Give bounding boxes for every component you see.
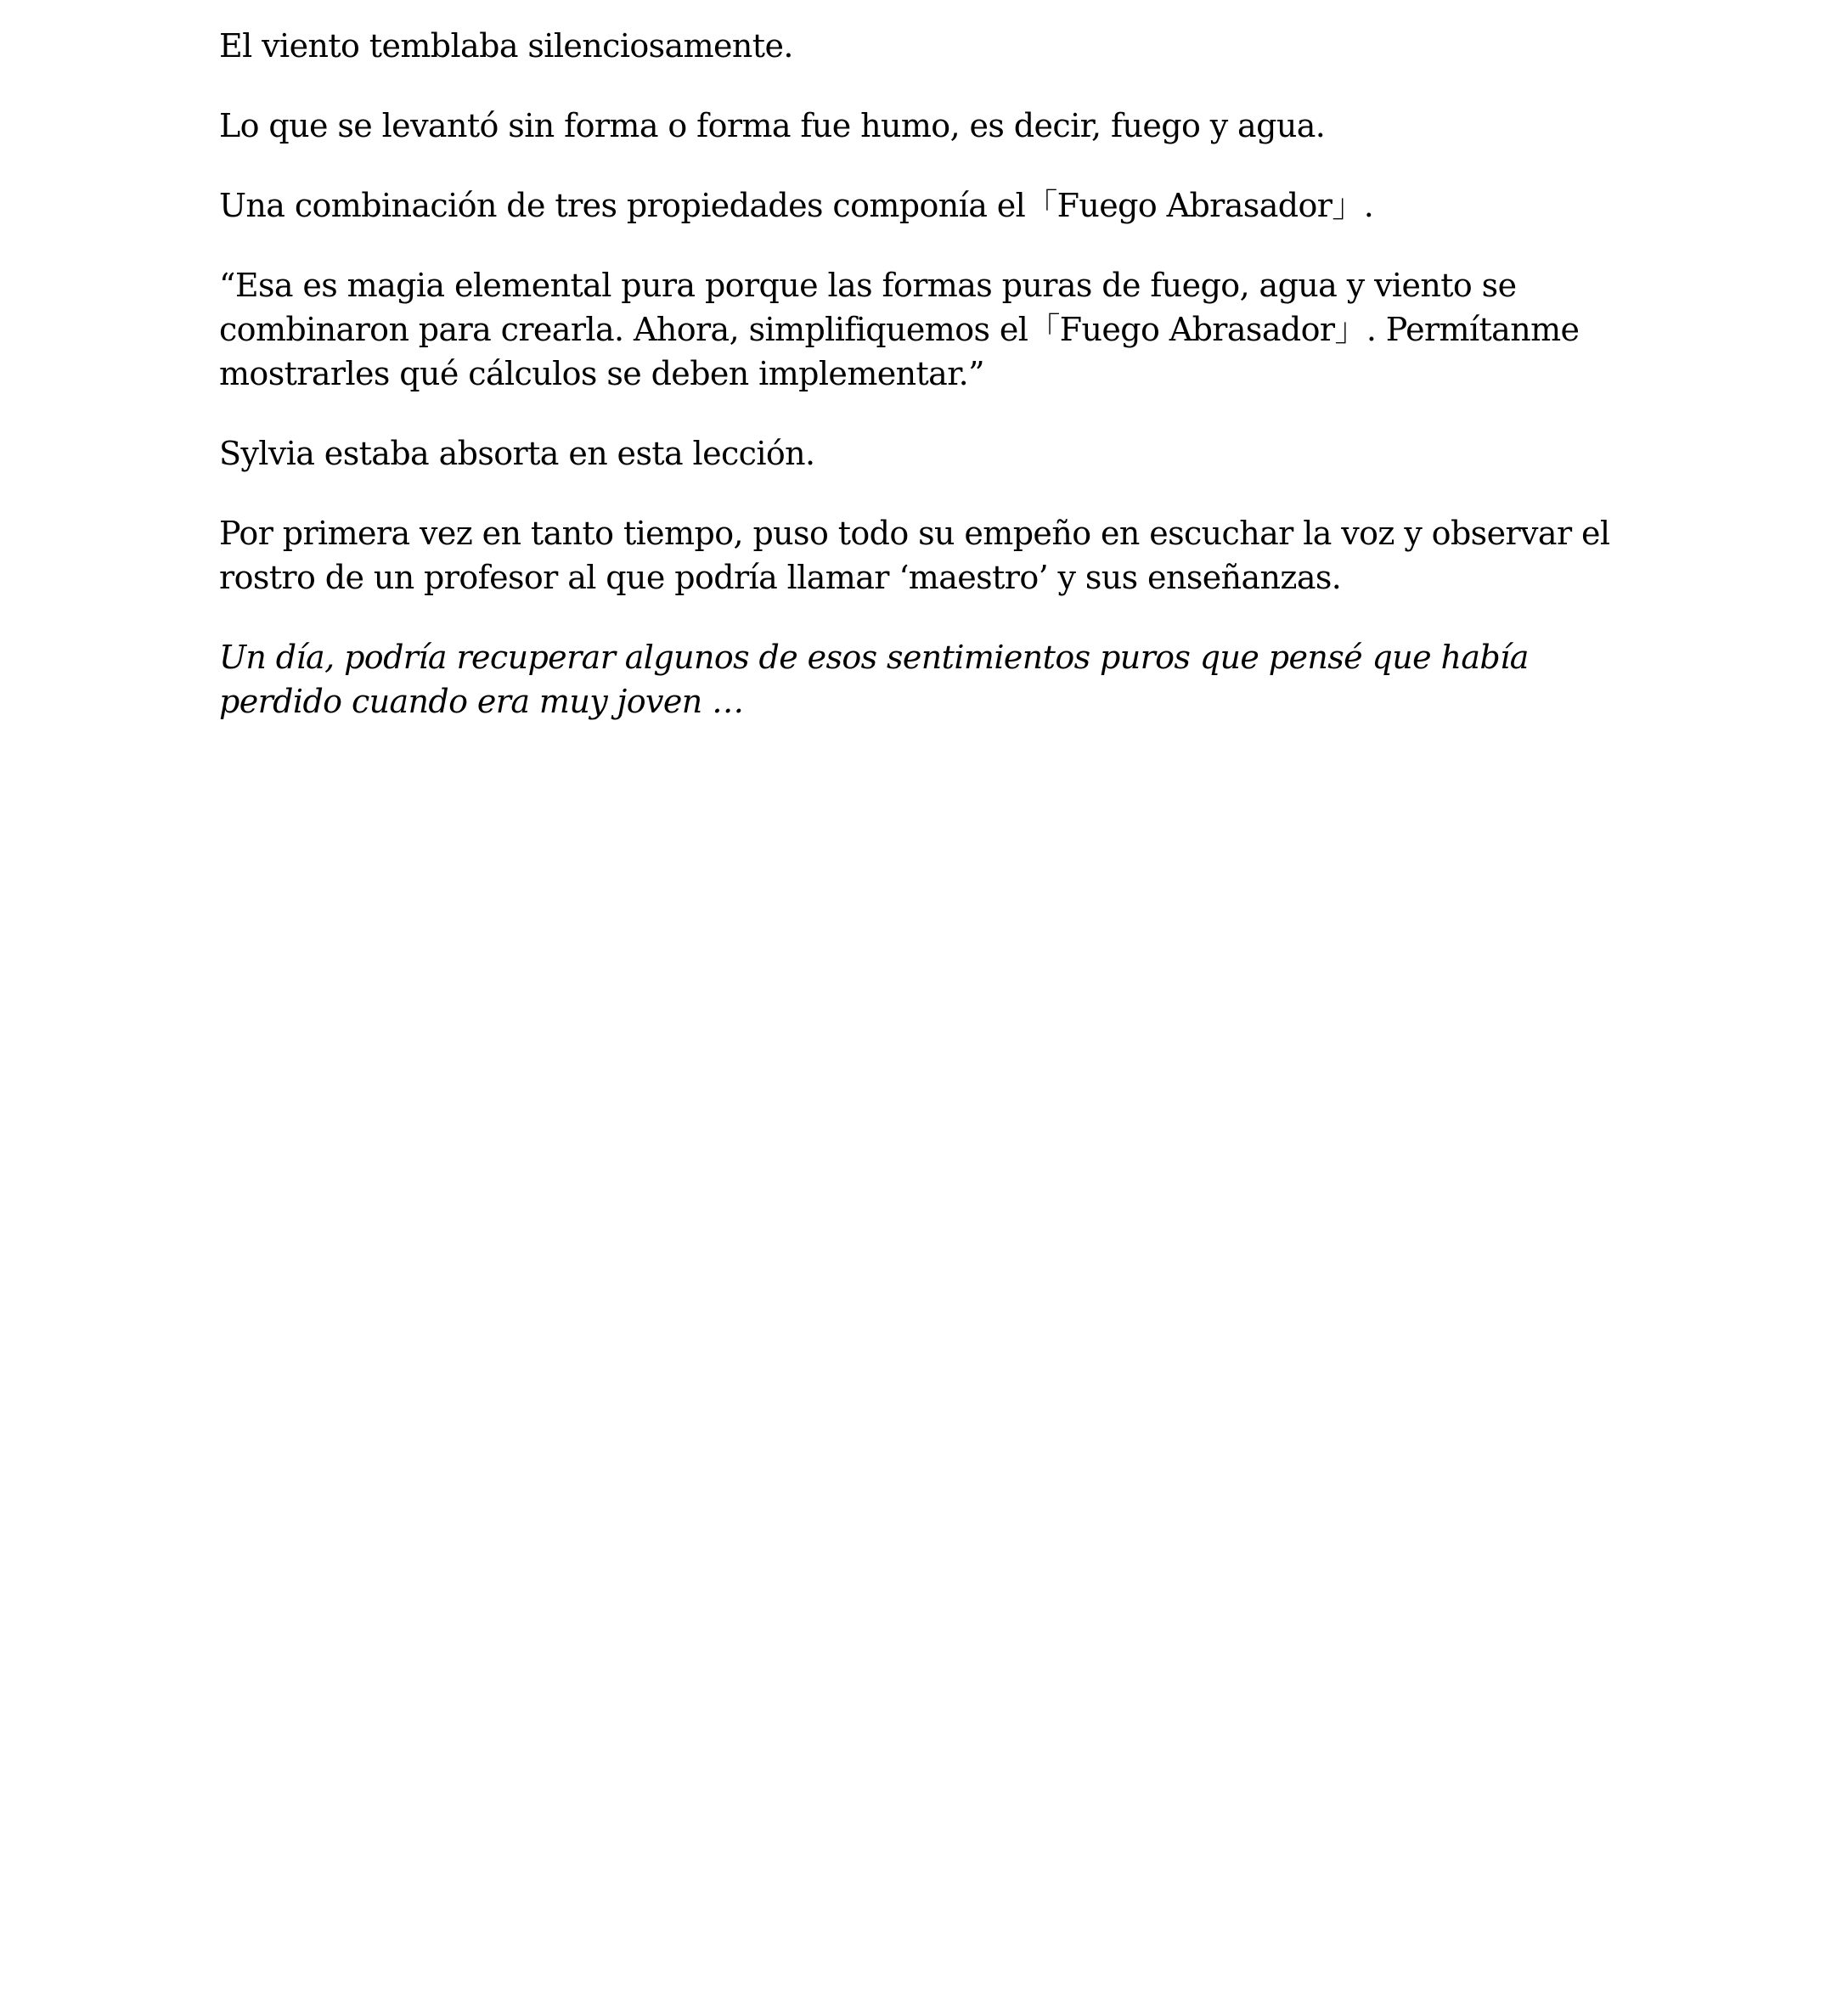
paragraph-3: Una combinación de tres propiedades componía el「Fuego Abrasador」. [219, 187, 1374, 224]
paragraph-4: “Esa es magia elemental pura porque las formas puras de fuego, agua y viento se combinaron para crearla. Ahora, simplifiquemos el「Fuego Abrasador」. Permítanme mostrarles qué cálculos se deben implementar.” [219, 267, 1580, 392]
document-body [219, 24, 1629, 759]
paragraph-7-italic: Un día, podría recuperar algunos de esos sentimientos puros que pensé que había perdido cuando era muy joven … [219, 639, 1529, 720]
paragraph-5: Sylvia estaba absorta en esta lección. [219, 435, 815, 472]
paragraph-6: Por primera vez en tanto tiempo, puso todo su empeño en escuchar la voz y observar el rostro de un profesor al que podría llamar ‘maestro’ y sus enseñanzas. [219, 515, 1610, 596]
paragraph-2: Lo que se levantó sin forma o forma fue humo, es decir, fuego y agua. [219, 107, 1326, 144]
paragraph-1: El viento temblaba silenciosamente. [219, 27, 793, 65]
